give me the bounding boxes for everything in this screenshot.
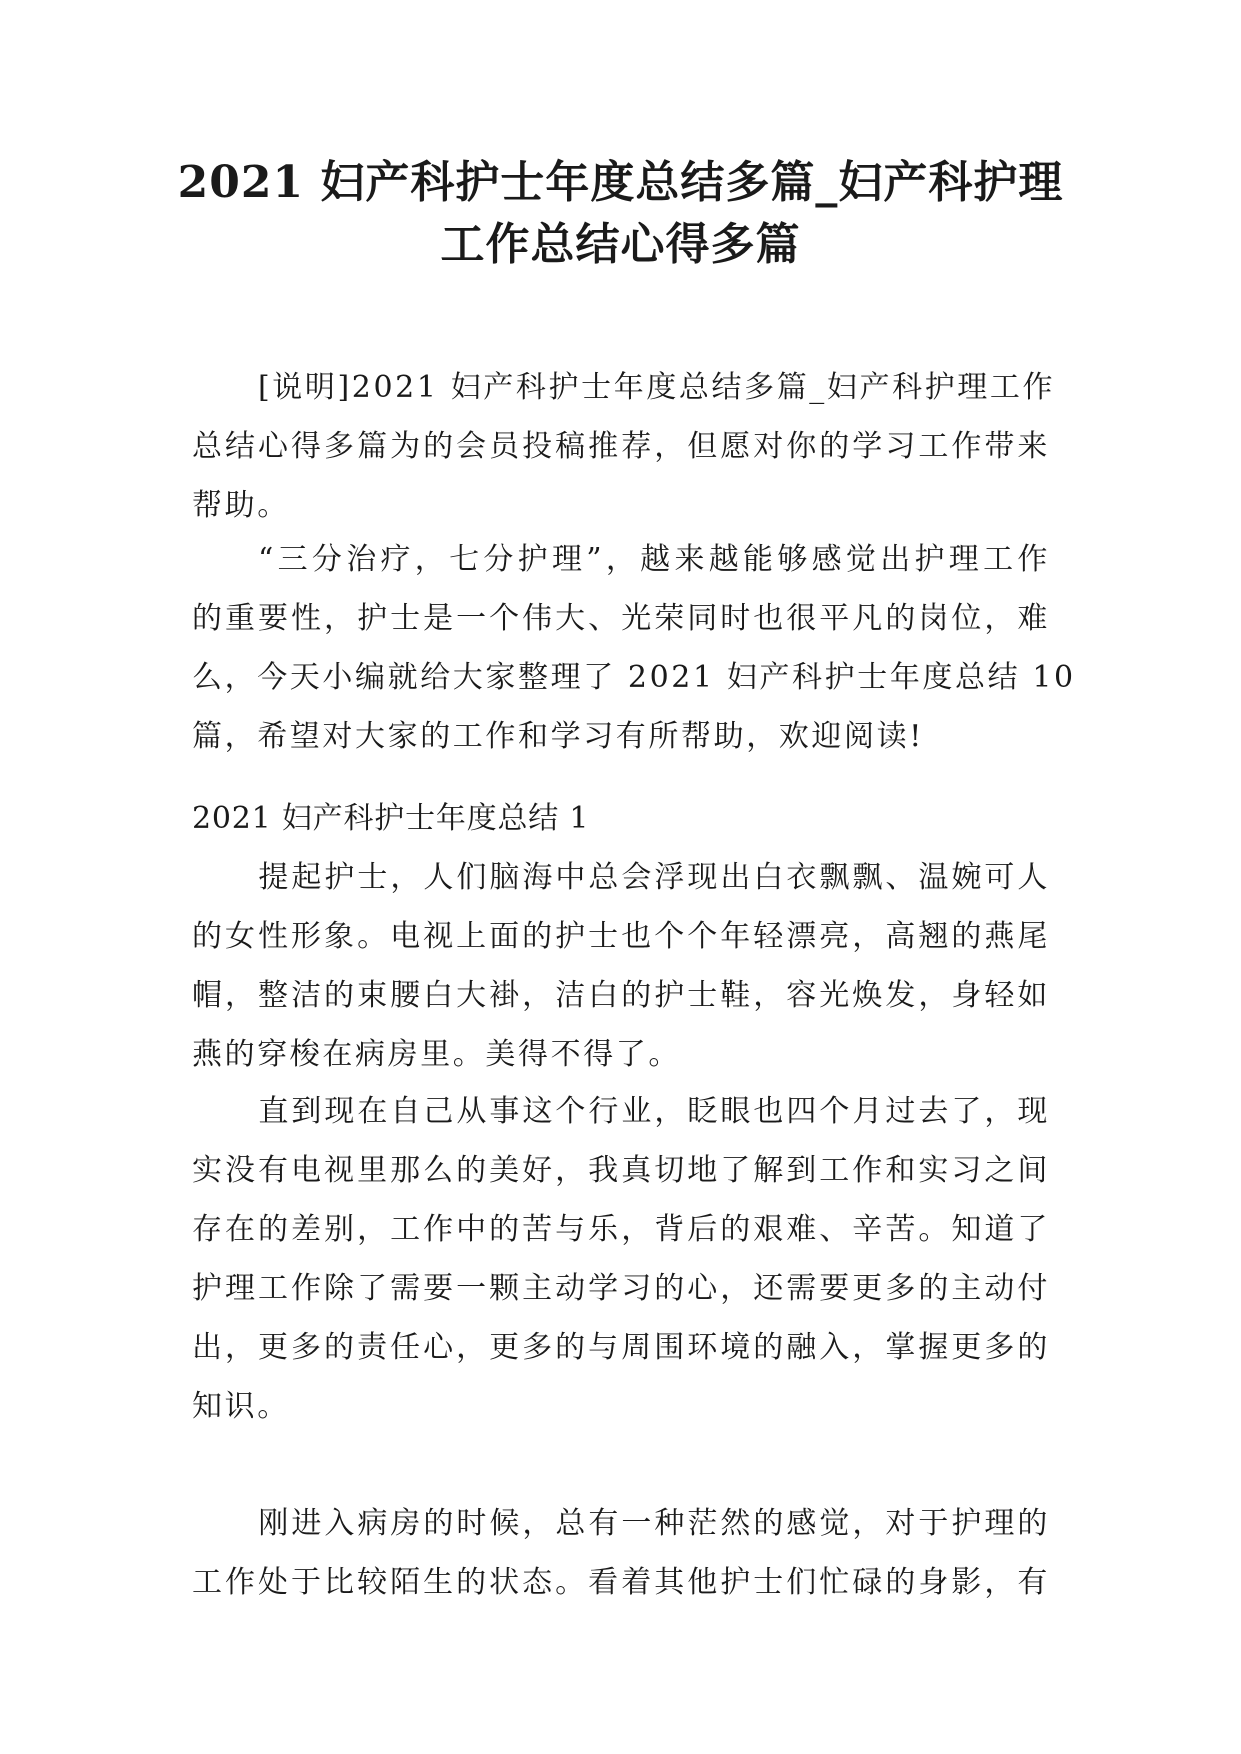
paragraph-line: 知识。	[192, 1389, 290, 1424]
intro-line: [说明]2021 妇产科护士年度总结多篇_妇产科护理工作	[258, 370, 1056, 405]
paragraph-line: 存在的差别，工作中的苦与乐，背后的艰难、辛苦。知道了	[192, 1212, 1050, 1247]
section-heading-text: 2021 妇产科护士年度总结 1	[192, 801, 590, 836]
preface-line: 的重要性，护士是一个伟大、光荣同时也很平凡的岗位，难	[192, 601, 1050, 636]
paragraph-line: 燕的穿梭在病房里。美得不得了。	[192, 1037, 681, 1072]
paragraph-line: 出，更多的责任心，更多的与周围环境的融入，掌握更多的	[192, 1330, 1050, 1365]
paragraph-line: 提起护士，人们脑海中总会浮现出白衣飘飘、温婉可人	[258, 860, 1050, 895]
document-title	[160, 152, 1081, 276]
intro-line: 帮助。	[192, 488, 290, 523]
body-paragraph-3	[192, 1494, 1050, 1612]
preface-line: 么，今天小编就给大家整理了 2021 妇产科护士年度总结 10	[192, 660, 1076, 695]
preface-line: “三分治疗，七分护理”，越来越能够感觉出护理工作	[258, 542, 1050, 577]
intro-line: 总结心得多篇为的会员投稿推荐，但愿对你的学习工作带来	[192, 429, 1050, 464]
preface-line: 篇，希望对大家的工作和学习有所帮助，欢迎阅读!	[192, 719, 924, 754]
paragraph-line: 刚进入病房的时候，总有一种茫然的感觉，对于护理的	[258, 1506, 1050, 1541]
preface-paragraph	[192, 530, 1076, 766]
title-line-1: 2021 妇产科护士年度总结多篇_妇产科护理	[177, 157, 1064, 208]
title-line-2: 工作总结心得多篇	[440, 219, 801, 270]
intro-paragraph	[192, 358, 1056, 535]
body-paragraph-1	[192, 848, 1050, 1084]
body-paragraph-2	[192, 1082, 1050, 1436]
paragraph-line: 帽，整洁的束腰白大褂，洁白的护士鞋，容光焕发，身轻如	[192, 978, 1050, 1013]
paragraph-line: 实没有电视里那么的美好，我真切地了解到工作和实习之间	[192, 1153, 1050, 1188]
paragraph-line: 护理工作除了需要一颗主动学习的心，还需要更多的主动付	[192, 1271, 1050, 1306]
section-heading	[192, 789, 1050, 848]
paragraph-line: 直到现在自己从事这个行业，眨眼也四个月过去了，现	[258, 1094, 1050, 1129]
paragraph-line: 工作处于比较陌生的状态。看着其他护士们忙碌的身影，有	[192, 1565, 1050, 1600]
paragraph-line: 的女性形象。电视上面的护士也个个年轻漂亮，高翘的燕尾	[192, 919, 1050, 954]
